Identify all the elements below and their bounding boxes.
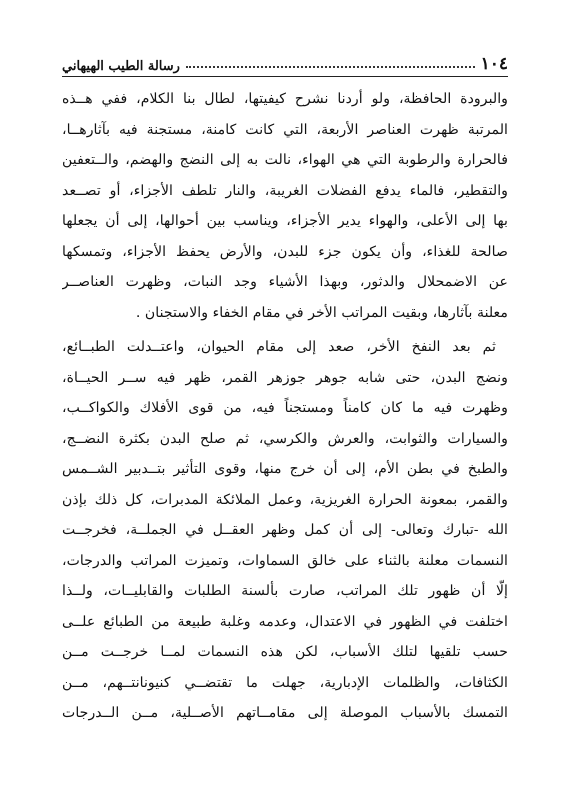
page-header bbox=[62, 48, 508, 77]
text-line: حسب تلقيها لتلك الأسباب، لكن هذه النسمات لمــا خرجــت مــن bbox=[62, 644, 508, 660]
text-line: فالحرارة والرطوبة التي هي الهواء، نالت به إلى النضج والهضم، والــتعفين bbox=[62, 152, 508, 168]
text-line: الكثافات، والظلمات الإدبارية، جهلت ما تقتضــي كنيونانتــهم، مــن bbox=[62, 674, 508, 691]
text-line: والتقطير، فالماء يدفع الفضلات الغريبة، والنار تلطف الأجزاء، أو تصــعد bbox=[62, 182, 508, 199]
text-line: اختلفت في الظهور في الاعتدال، وعدمه وغلبة طبيعة من الطبائع علــى bbox=[62, 613, 508, 630]
text-line: صالحة للغذاء، وأن يكون جزء للبدن، والأرض يحفظ الأجزاء، وتمسكها bbox=[62, 243, 508, 260]
page-body bbox=[62, 84, 508, 729]
text-line: النسمات معلنة بالثناء على خالق السماوات، وتميزت المراتب والدرجات، bbox=[62, 552, 508, 569]
text-line: إلّا أن ظهور تلك المراتب، صارت بألسنة الطلبات والقابليــات، ولــذا bbox=[62, 583, 508, 599]
text-line: ونضج البدن، حتى شابه جوهر جوزهر القمر، ظهر فيه ســر الحيــاة، bbox=[62, 369, 508, 386]
text-line: المرتبة ظهرت العناصر الأربعة، التي كانت كامنة، مستجنة فيه بآثارهــا، bbox=[62, 121, 508, 138]
paragraph bbox=[62, 84, 508, 328]
running-title: رسالة الطيب الهيهاني bbox=[62, 59, 180, 74]
paragraph bbox=[62, 332, 508, 729]
text-line: معلنة بآثارها، وبقيت المراتب الأخر في مقام الخفاء والاستجنان . bbox=[135, 304, 508, 321]
text-line: الله -تبارك وتعالى- إلى أن كمل وظهر العقــل في الجملــة، فخرجــت bbox=[62, 522, 508, 538]
page-number: ١٠٤ bbox=[480, 54, 508, 74]
header-leader-dots bbox=[186, 66, 475, 68]
text-line: والقمر، بمعونة الحرارة الغريزية، وعمل الملائكة المدبرات، كل ذلك بإذن bbox=[62, 491, 508, 508]
text-line: وظهرت فيه ما كان كامناً ومستجناً فيه، من قوى الأفلاك والكواكــب، bbox=[62, 400, 508, 416]
text-line: والطبخ في بطن الأم، إلى أن خرج منها، وقوى التأثير بتــدبير الشــمس bbox=[62, 461, 508, 477]
text-line: بها إلى الأعلى، والهواء يدير الأجزاء، ويناسب بين أحوالها، إلى أن يجعلها bbox=[62, 213, 508, 229]
text-line: والسيارات والثوابت، والعرش والكرسي، ثم صلح البدن بكثرة النضــج، bbox=[62, 430, 508, 447]
text-line: عن الاضمحلال والدثور، وبهذا الأشياء وجد النبات، وظهرت العناصــر bbox=[62, 274, 508, 290]
text-line: ثم بعد النفخ الأخر، صعد إلى مقام الحيوان، واعتــدلت الطبــائع، bbox=[62, 339, 496, 355]
text-line: والبرودة الحافظة، ولو أردنا نشرح كيفيتها، لطال بنا الكلام، ففي هــذه bbox=[62, 91, 508, 107]
text-line: التمسك بالأسباب الموصلة إلى مقامــاتهم الأصــلية، مــن الــدرجات bbox=[62, 705, 508, 721]
